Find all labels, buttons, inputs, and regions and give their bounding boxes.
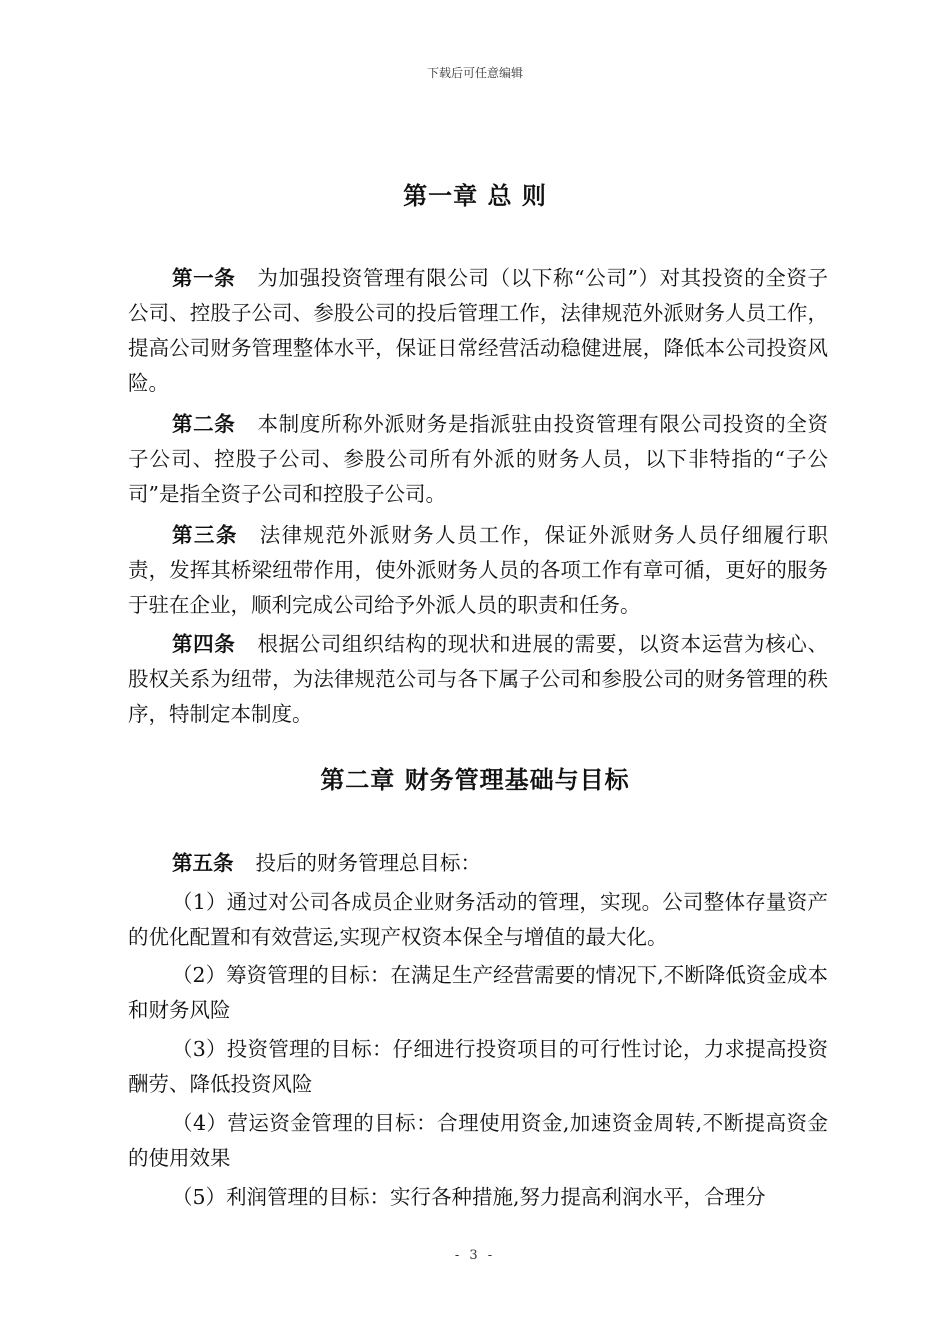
article-text: 根据公司组织结构的现状和进展的需要，以资本运营为核心、股权关系为纽带，为法律规范公司与各下属子公司和参股公司的财务管理的秩序，特制定本制度。: [128, 632, 829, 726]
article-text: 投后的财务管理总目标：: [255, 851, 481, 875]
article-5: [128, 846, 828, 881]
list-item-2: （2）筹资管理的目标：在满足生产经营需要的情况下,不断降低资金成本和财务风险: [128, 963, 828, 1022]
chapter-2-title: 第二章 财务管理基础与目标: [320, 766, 630, 794]
article-label: 第三条: [172, 523, 238, 547]
article-2: [128, 407, 828, 512]
list-item-5: （5）利润管理的目标：实行各种措施,努力提高利润水平，合理分: [172, 1185, 766, 1209]
article-text: 本制度所称外派财务是指派驻由投资管理有限公司投资的全资子公司、控股子公司、参股公司所有外派的财务人员，以下非特指的“子公司”是指全资子公司和控股子公司。: [128, 412, 829, 506]
article-text: 为加强投资管理有限公司（以下称“公司”）对其投资的全资子公司、控股子公司、参股公司的投后管理工作，法律规范外派财务人员工作，提高公司财务管理整体水平，保证日常经营活动稳健进展，降低本公司投资风险。: [128, 266, 828, 395]
list-item-1: （1）通过对公司各成员企业财务活动的管理，实现。公司整体存量资产的优化配置和有效营运,实现产权资本保全与增值的最大化。: [128, 890, 828, 949]
article-label: 第二条: [172, 412, 236, 436]
article-label: 第四条: [172, 632, 236, 656]
article-4: [128, 627, 828, 732]
article-label: 第五条: [172, 851, 234, 875]
list-item-4: （4）营运资金管理的目标：合理使用资金,加速资金周转,不断提高资金的使用效果: [128, 1111, 828, 1170]
page-header: 下载后可任意编辑: [426, 66, 523, 80]
article-1: [128, 261, 828, 401]
chapter-1-title: 第一章 总 则: [403, 182, 547, 210]
article-text: 法律规范外派财务人员工作，保证外派财务人员仔细履行职责，发挥其桥梁纽带作用，使外派财务人员的各项工作有章可循，更好的服务于驻在企业，顺利完成公司给予外派人员的职责和任务。: [128, 523, 829, 617]
article-label: 第一条: [172, 266, 236, 290]
list-item-3: （3）投资管理的目标：仔细进行投资项目的可行性讨论，力求提高投资酬劳、降低投资风险: [128, 1037, 828, 1096]
page-number: - 3 -: [454, 1248, 496, 1263]
article-3: [128, 518, 828, 623]
